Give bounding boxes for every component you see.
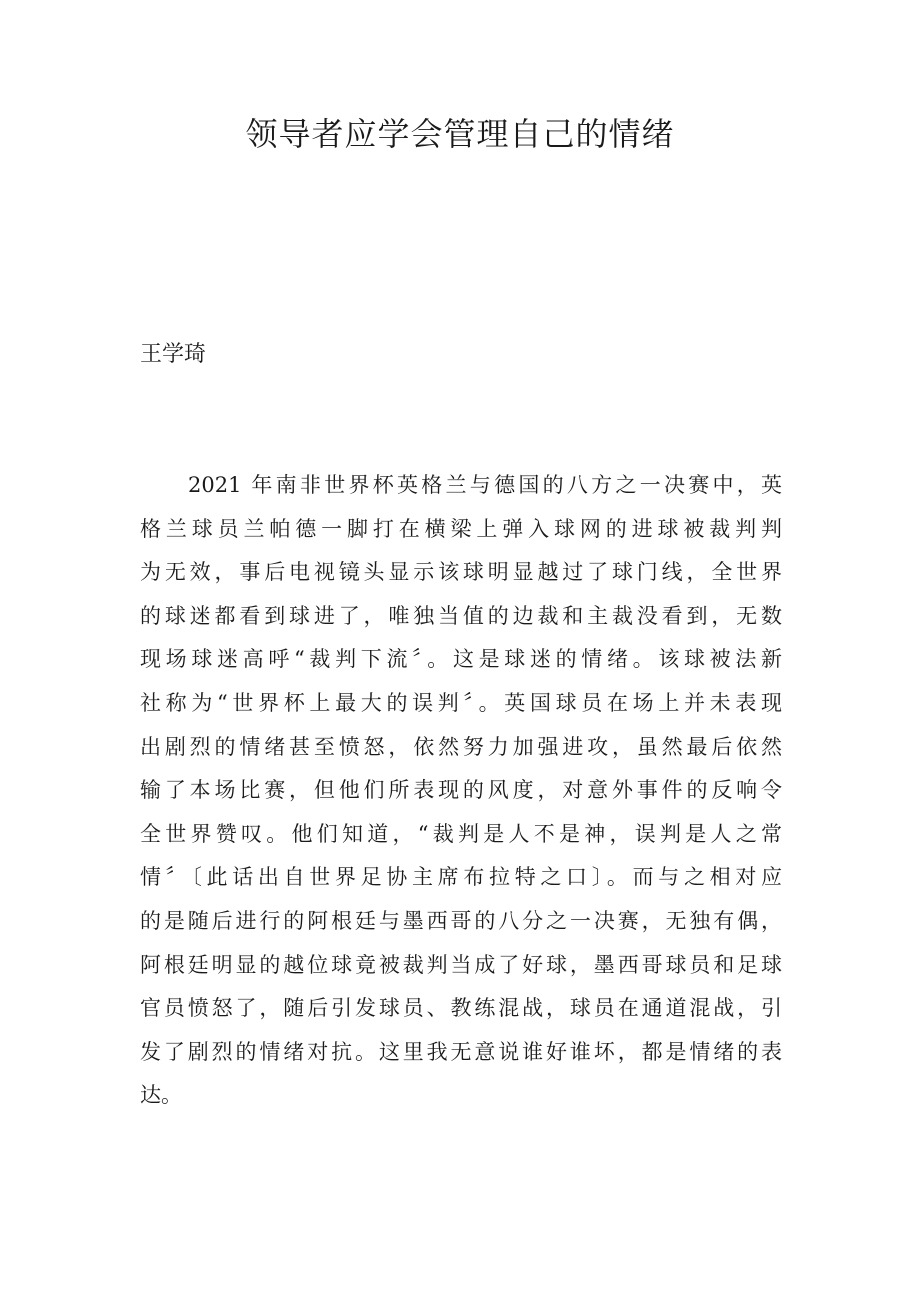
text-segment: 的球迷都看到球进了，唯独当值的边裁和主裁没看到，无数	[140, 603, 782, 628]
highlighted-term: 墨西哥	[402, 908, 475, 933]
text-segment: 的是随后进行的	[140, 908, 308, 933]
text-segment: 社称为“世界杯上最大的误判〞。英国球员在场上并未表现	[140, 690, 782, 715]
paragraph-line	[140, 1031, 782, 1075]
document-title: 领导者应学会管理自己的情绪	[245, 115, 675, 153]
paragraph-line	[140, 987, 782, 1031]
text-segment: 情〞〔此话出自世界足协主席布拉特之口〕。而与之相对应	[140, 865, 782, 890]
paragraph-line	[140, 900, 782, 944]
text-segment: 2021 年南非	[188, 473, 325, 497]
text-segment: 全世界赞叹。他们知道，“裁判是人不是神，误判是人之常	[140, 821, 782, 846]
text-segment: 格兰球员兰帕德一脚打在横梁上弹入球网的进球被裁判判	[140, 516, 782, 541]
text-segment: 与	[378, 908, 403, 933]
paragraph-line	[140, 769, 782, 813]
paragraph-line	[140, 638, 782, 682]
text-segment: 发了剧烈的情绪对抗。这里我无意说谁好谁坏，都是情绪的表	[140, 1039, 782, 1064]
text-segment: 官员愤怒了，随后引发球员、教练混战，球员在通道混战，引	[140, 996, 782, 1021]
author-name: 王学琦	[140, 342, 207, 367]
text-segment: 的八方之一决赛中，英	[542, 473, 782, 497]
paragraph-line	[140, 813, 782, 857]
highlighted-term: 世界杯英格兰	[324, 473, 470, 497]
text-segment: 出剧烈的情绪甚至愤怒，依然努力加强进攻，虽然最后依然	[140, 734, 782, 759]
text-segment: 达。	[140, 1083, 182, 1108]
text-segment: 输了本场比赛，但他们所表现的风度，对意外事件的反响令	[140, 778, 782, 803]
text-segment: 与	[469, 473, 495, 497]
paragraph-line	[140, 464, 782, 508]
paragraph-line	[140, 726, 782, 770]
text-segment: 阿根廷明显的越位球竟被裁判当成了好球，墨西哥球员和足球	[140, 952, 782, 977]
text-segment: 现场球迷高呼“裁判下流〞。这是球迷的情绪。该球被法新	[140, 647, 782, 672]
highlighted-term: 阿根廷	[307, 908, 379, 933]
paragraph-line	[140, 682, 782, 726]
text-segment: 的八分之一决赛，无独有偶，	[474, 908, 782, 933]
paragraph-line	[140, 856, 782, 900]
paragraph-line	[140, 595, 782, 639]
body-paragraph	[140, 464, 782, 1118]
highlighted-term: 德国	[494, 473, 543, 497]
paragraph-line	[140, 944, 782, 988]
paragraph-line	[140, 508, 782, 552]
paragraph-line	[140, 551, 782, 595]
paragraph-line	[140, 1074, 782, 1118]
text-segment: 为无效，事后电视镜头显示该球明显越过了球门线，全世界	[140, 560, 782, 585]
